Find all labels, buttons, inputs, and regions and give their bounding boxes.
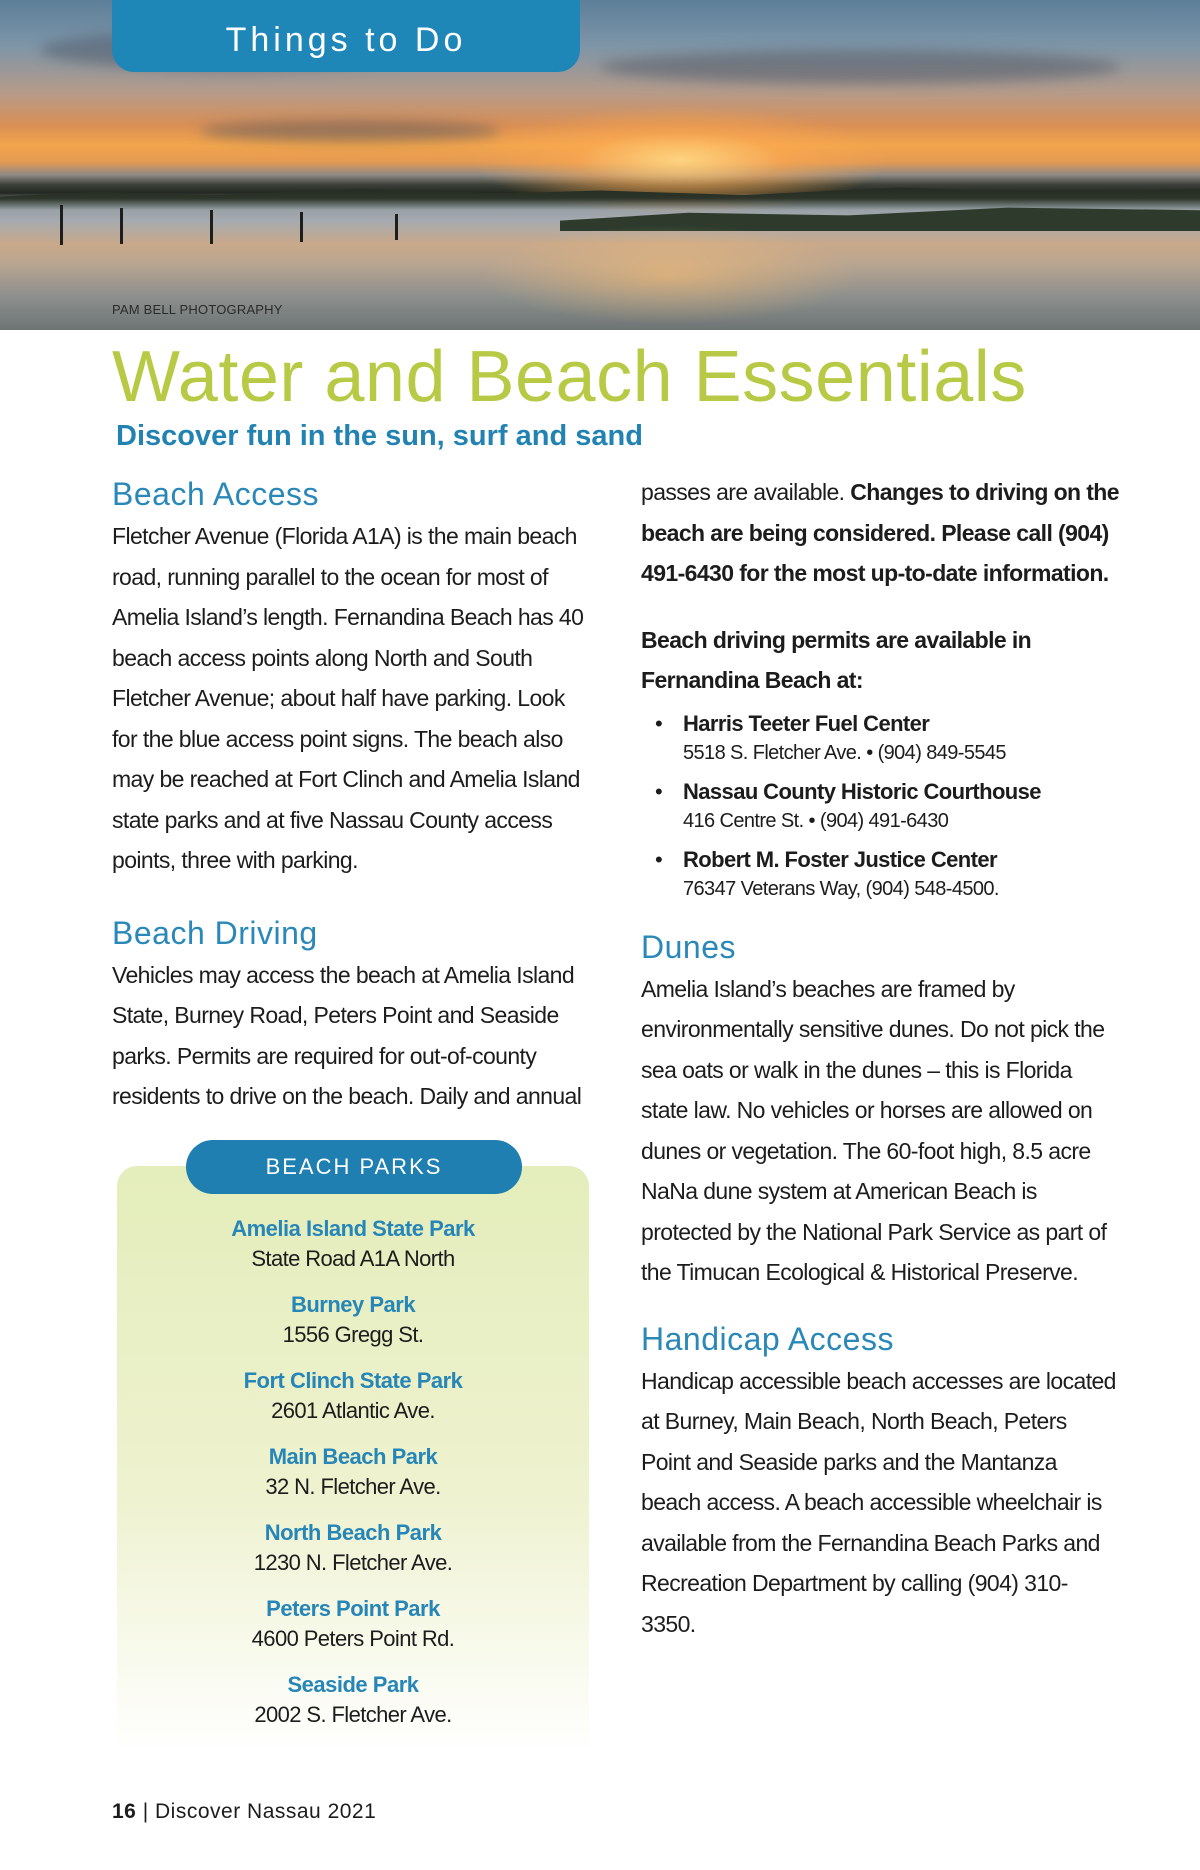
list-item	[641, 777, 1121, 835]
water-reflection	[480, 225, 860, 325]
publication-name: Discover Nassau 2021	[155, 1800, 377, 1823]
park-address: 1230 N. Fletcher Ave.	[253, 1550, 453, 1575]
heading-handicap-access: Handicap Access	[641, 1320, 894, 1357]
permit-location-address: 5518 S. Fletcher Ave. • (904) 849-5545	[683, 741, 1006, 764]
park-item	[117, 1594, 589, 1654]
park-name: Burney Park	[290, 1292, 416, 1317]
park-address: 4600 Peters Point Rd.	[251, 1626, 455, 1651]
left-column	[112, 472, 592, 1117]
park-name: Main Beach Park	[268, 1444, 438, 1469]
park-name: North Beach Park	[264, 1520, 442, 1545]
cloud	[200, 120, 500, 142]
park-address: 2002 S. Fletcher Ave.	[254, 1702, 452, 1727]
beach-driving-notice: Changes to driving on the beach are being considered. Please call (904) 491-6430 for the most up-to-date information.	[641, 479, 1119, 586]
permit-locations-list	[641, 709, 1121, 903]
permit-location-address: 416 Centre St. • (904) 491-6430	[683, 809, 949, 832]
permit-location-address: 76347 Veterans Way, (904) 548-4500.	[683, 877, 999, 900]
park-item	[117, 1670, 589, 1730]
list-item	[641, 845, 1121, 903]
bullet-icon: •	[655, 710, 663, 736]
permit-location-name: Harris Teeter Fuel Center	[683, 710, 930, 736]
page-number: 16	[112, 1800, 137, 1823]
footer-separator: |	[142, 1800, 149, 1823]
permit-location-name: Robert M. Foster Justice Center	[683, 846, 997, 872]
beach-driving-continued	[641, 472, 1121, 594]
permit-location-name: Nassau County Historic Courthouse	[683, 778, 1041, 804]
beach-parks-label: BEACH PARKS	[186, 1140, 522, 1194]
park-address: State Road A1A North	[251, 1246, 455, 1271]
photo-credit: PAM BELL PHOTOGRAPHY	[112, 302, 283, 317]
park-address: 32 N. Fletcher Ave.	[265, 1474, 441, 1499]
page-subtitle: Discover fun in the sun, surf and sand	[116, 420, 643, 452]
park-item	[117, 1518, 589, 1578]
section-tab: Things to Do	[112, 0, 580, 72]
cloud	[600, 50, 1120, 84]
dock-post	[395, 214, 398, 240]
heading-beach-access: Beach Access	[112, 476, 319, 512]
heading-beach-driving: Beach Driving	[112, 914, 318, 951]
park-address: 2601 Atlantic Ave.	[271, 1398, 435, 1423]
park-name: Peters Point Park	[266, 1596, 440, 1621]
right-column	[641, 472, 1121, 1644]
park-item	[117, 1442, 589, 1502]
permits-intro: Beach driving permits are available in Fernandina Beach at:	[641, 626, 1032, 693]
park-name: Seaside Park	[287, 1672, 419, 1697]
park-item	[117, 1290, 589, 1350]
dock-post	[210, 210, 213, 244]
list-item	[641, 709, 1121, 767]
bullet-icon: •	[655, 778, 663, 804]
beach-driving-text: Vehicles may access the beach at Amelia Island State, Burney Road, Peters Point and Seaside parks. Permits are required for out-of-county residents to drive on the beach. Daily and annual	[112, 961, 582, 1109]
page-title: Water and Beach Essentials	[112, 337, 1027, 417]
dock-post	[60, 205, 63, 245]
park-item	[117, 1366, 589, 1426]
dock-post	[120, 208, 123, 244]
page-footer	[112, 1800, 376, 1824]
park-name: Amelia Island State Park	[231, 1216, 475, 1241]
beach-driving-continued-text: passes are available.	[641, 479, 845, 505]
park-address: 1556 Gregg St.	[282, 1322, 424, 1347]
park-item	[117, 1214, 589, 1274]
dock-post	[300, 212, 303, 242]
park-name: Fort Clinch State Park	[243, 1368, 463, 1393]
heading-dunes: Dunes	[641, 928, 736, 965]
handicap-access-text: Handicap accessible beach accesses are located at Burney, Main Beach, North Beach, Peters Point and Seaside parks and the Mantanza beach access. A beach accessible wheelchair is available from the Fernandina Beach Parks and Recreation Department by calling (904) 310-3350.	[641, 1367, 1116, 1637]
beach-access-text: Fletcher Avenue (Florida A1A) is the main beach road, running parallel to the ocean for most of Amelia Island’s length. Fernandina Beach has 40 beach access points along North and South Fletcher Avenue; about half have parking. Look for the blue access point signs. The beach also may be reached at Fort Clinch and Amelia Island state parks and at five Nassau County access points, three with parking.	[112, 523, 584, 873]
dunes-text: Amelia Island’s beaches are framed by environmentally sensitive dunes. Do not pick the sea oats or walk in the dunes – this is Florida state law. No vehicles or horses are allowed on dunes or vegetation. The 60-foot high, 8.5 acre NaNa dune system at American Beach is protected by the National Park Service as part of the Timucan Ecological & Historical Preserve.	[641, 975, 1107, 1285]
bullet-icon: •	[655, 846, 663, 872]
